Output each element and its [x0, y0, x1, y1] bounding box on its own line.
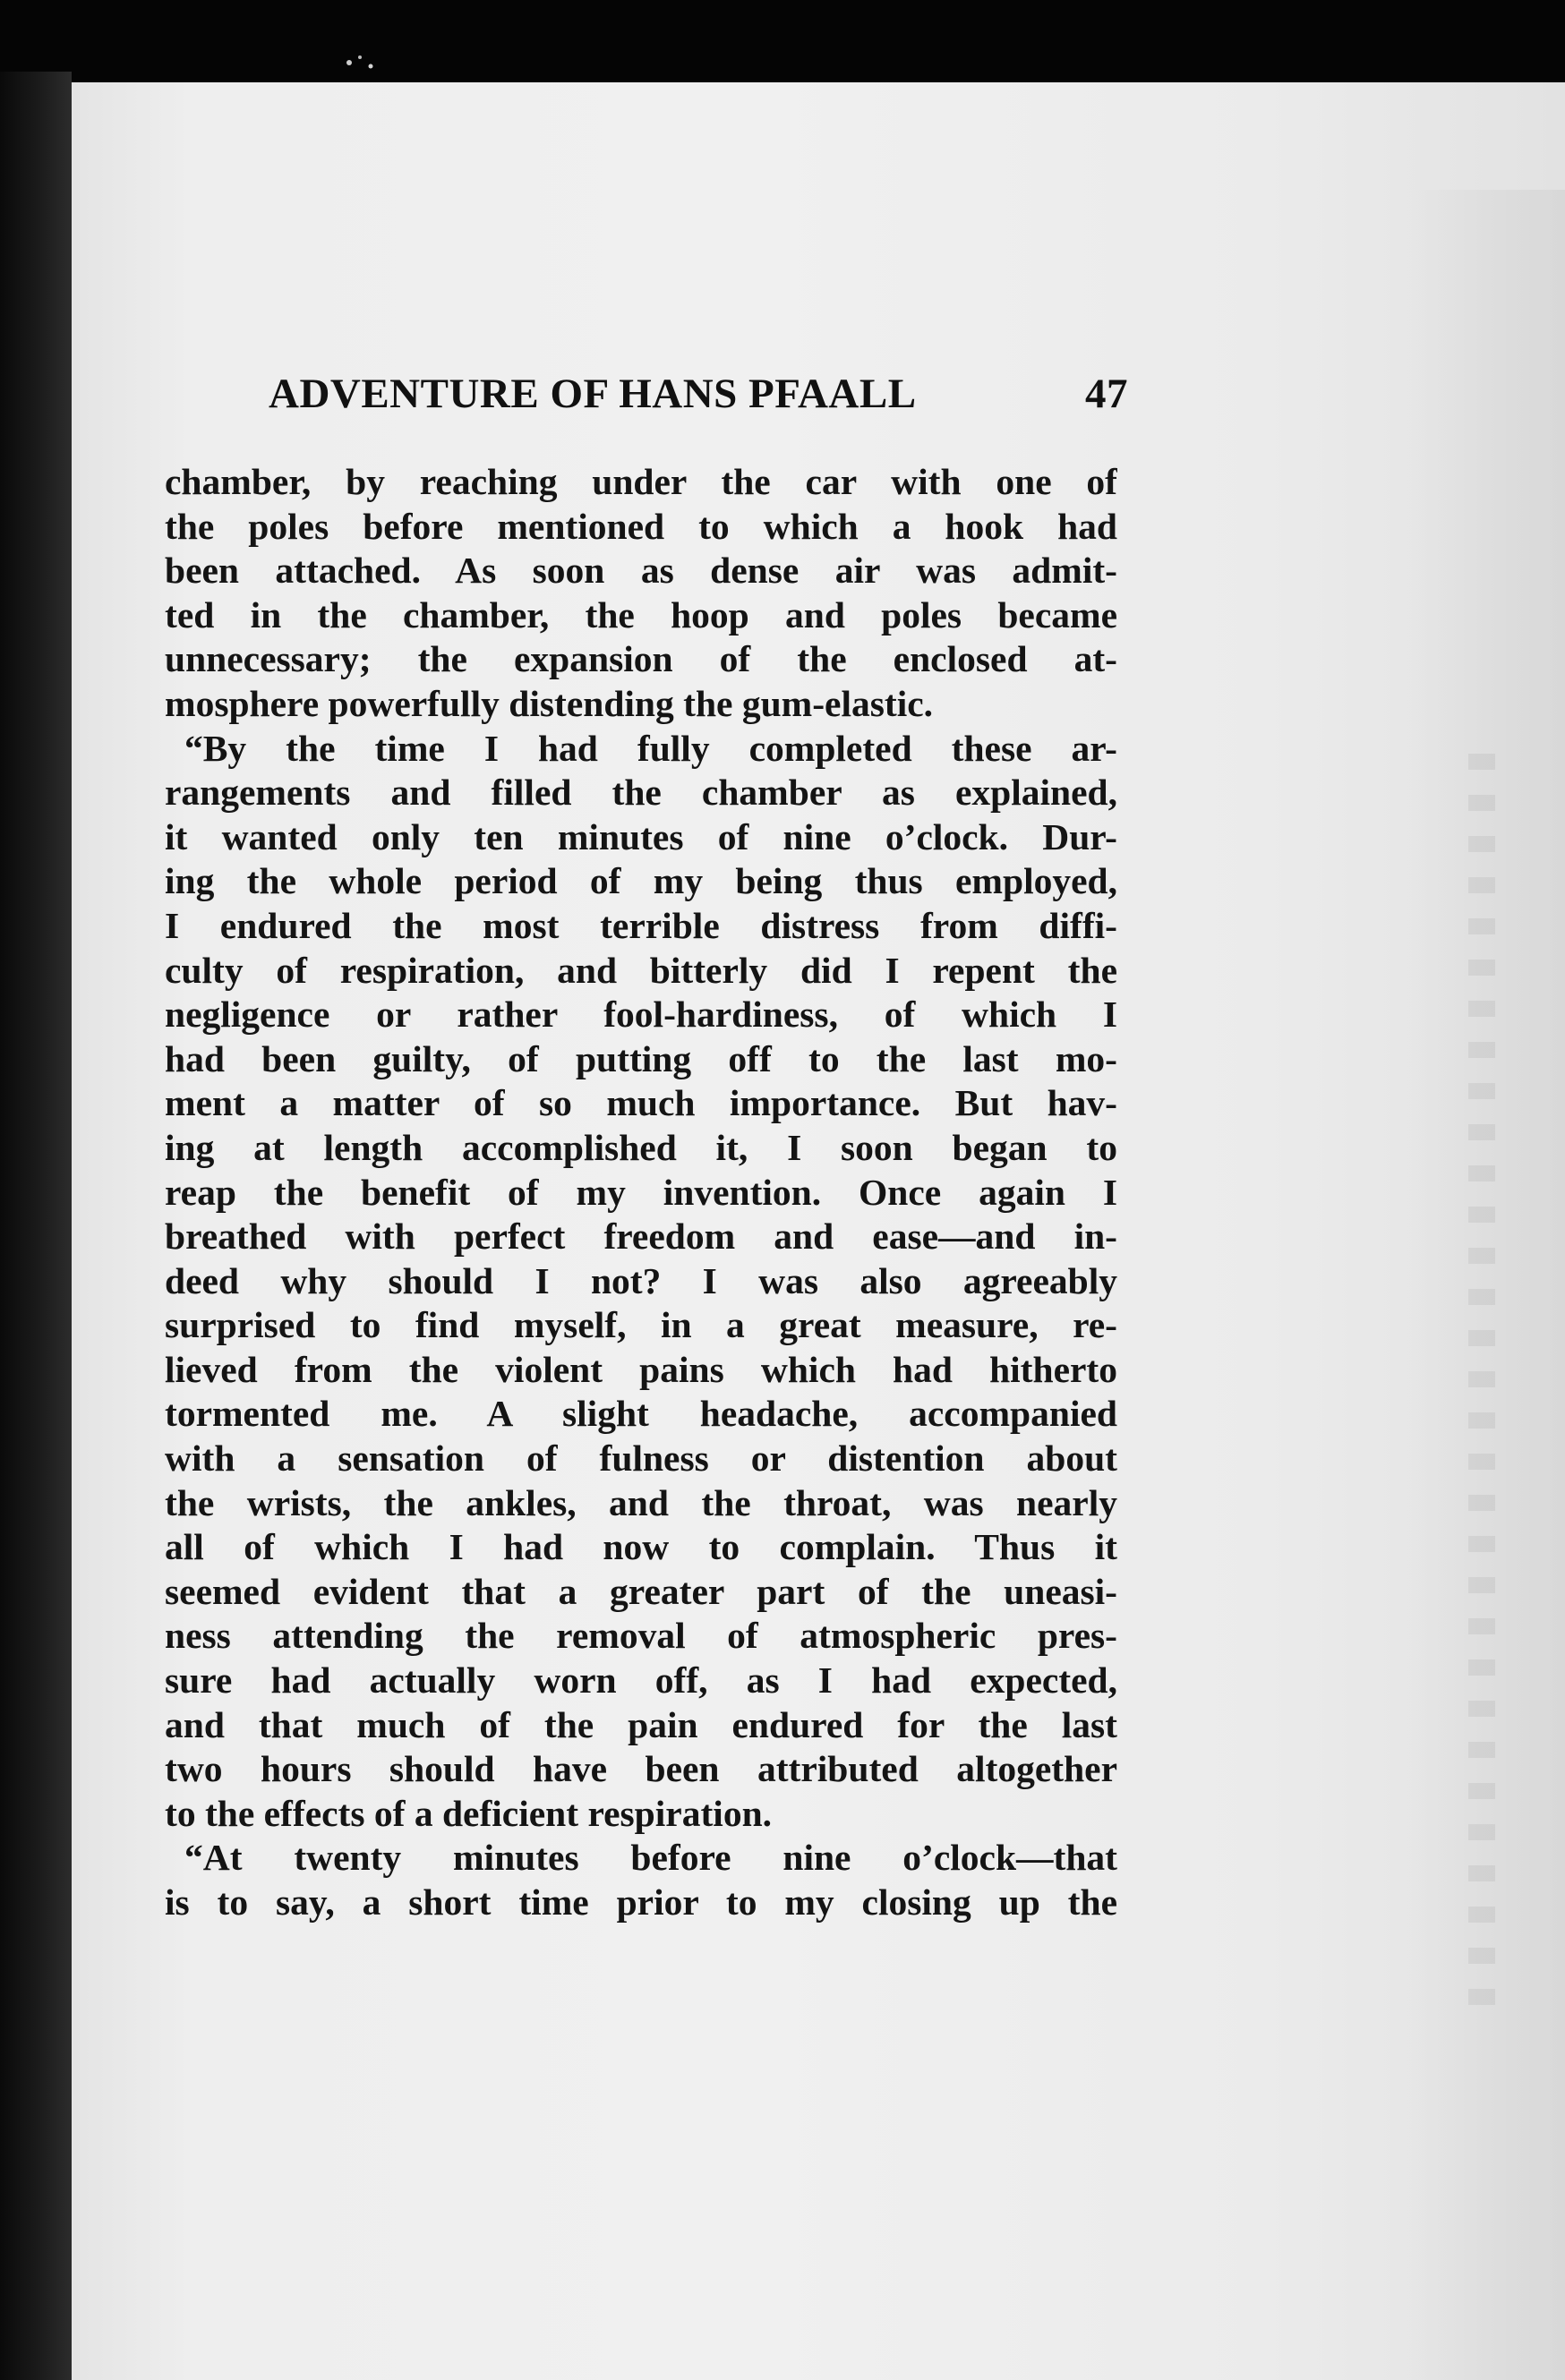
text-line: sure had actually worn off, as I had expected,	[165, 1659, 1117, 1702]
text-line: unnecessary; the expansion of the enclosed at-	[165, 638, 1117, 680]
text-line: been attached. As soon as dense air was admit-	[165, 550, 1117, 592]
text-line: deed why should I not? I was also agreeably	[165, 1259, 1117, 1301]
text-line: to the effects of a deficient respiration.	[165, 1792, 773, 1834]
text-line: is to say, a short time prior to my closing up the	[165, 1881, 1117, 1923]
book-binding-edge	[0, 72, 72, 2380]
text-line: lieved from the violent pains which had hitherto	[165, 1348, 1117, 1390]
body-text	[165, 460, 1117, 1925]
text-line: reap the benefit of my invention. Once again I	[165, 1171, 1117, 1213]
text-line: ted in the chamber, the hoop and poles became	[165, 593, 1117, 636]
text-line: two hours should have been attributed altogether	[165, 1748, 1117, 1790]
text-line: mosphere powerfully distending the gum-elastic.	[165, 682, 934, 724]
book-page	[72, 82, 1565, 2380]
text-line: negligence or rather fool-hardiness, of which I	[165, 994, 1117, 1036]
text-line: ness attending the removal of atmospheric pres-	[165, 1615, 1117, 1657]
text-line: ment a matter of so much importance. But hav-	[165, 1082, 1117, 1124]
text-line: “By the time I had fully completed these ar-	[184, 727, 1117, 769]
text-line: breathed with perfect freedom and ease—and in-	[165, 1216, 1117, 1258]
dust-specks	[340, 45, 394, 81]
text-line: tormented me. A slight headache, accompanied	[165, 1393, 1117, 1435]
text-line: ing the whole period of my being thus employed,	[165, 860, 1117, 902]
running-title: ADVENTURE OF HANS PFAALL	[269, 371, 917, 417]
text-line: the poles before mentioned to which a hook had	[165, 505, 1117, 547]
text-line: surprised to find myself, in a great measure, re-	[165, 1304, 1117, 1346]
text-line: “At twenty minutes before nine o’clock—that	[184, 1837, 1117, 1879]
text-line: rangements and filled the chamber as explained,	[165, 772, 1117, 814]
text-line: all of which I had now to complain. Thus it	[165, 1526, 1117, 1568]
running-header	[269, 367, 1128, 421]
show-through-text	[1468, 754, 1495, 2007]
text-line: it wanted only ten minutes of nine o’clock. Dur-	[165, 815, 1117, 857]
speck-marks	[340, 45, 394, 81]
text-line: and that much of the pain endured for the last	[165, 1703, 1117, 1745]
text-line: had been guilty, of putting off to the last mo-	[165, 1037, 1117, 1079]
text-line: chamber, by reaching under the car with one of	[165, 461, 1117, 502]
page-number: 47	[1085, 371, 1128, 417]
text-line: seemed evident that a greater part of the uneasi-	[165, 1570, 1117, 1612]
text-line: ing at length accomplished it, I soon began to	[165, 1126, 1117, 1168]
text-line: I endured the most terrible distress from diffi-	[165, 904, 1117, 946]
text-line: with a sensation of fulness or distention about	[165, 1437, 1117, 1480]
text-line: culty of respiration, and bitterly did I repent the	[165, 949, 1117, 991]
text-line: the wrists, the ankles, and the throat, was nearly	[165, 1481, 1117, 1523]
